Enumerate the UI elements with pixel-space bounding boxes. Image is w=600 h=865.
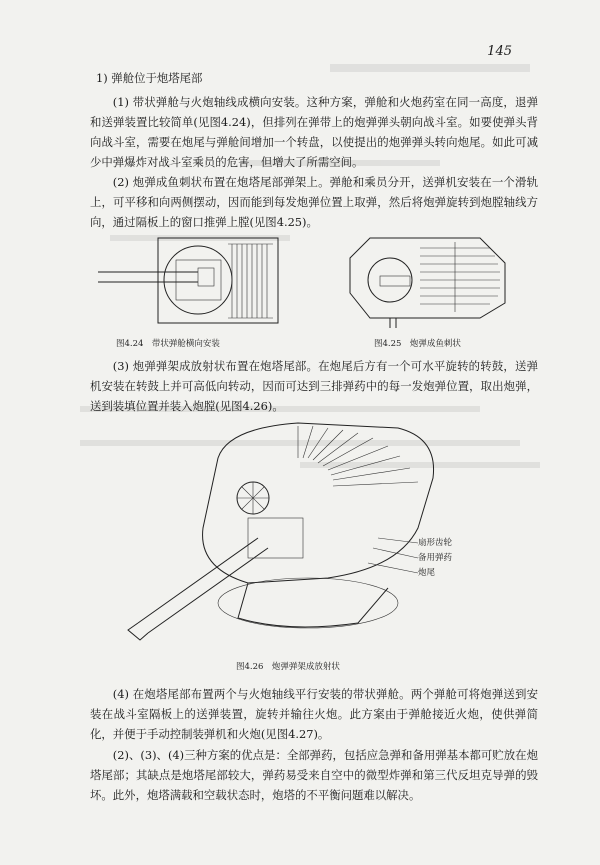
figure-4-24-drawing (98, 228, 288, 328)
paragraph-text: (2)、(3)、(4)三种方案的优点是：全部弹药，包括应急弹和备用弹基本都可贮放在炮塔尾部；其缺点是炮塔尾部较大，弹药易受来自空中的微型炸弹和第三代反坦克导弹的毁坏。此外，炮塔满载和空载状态时，炮塔的不平衡问题难以解决。 (90, 748, 538, 802)
paragraph-text: (3) 炮弹弹架成放射状布置在炮塔尾部。在炮尾后方有一个可水平旋转的转鼓，送弹机安装在转鼓上并可高低向转动，因而可达到三排弹药中的每一发炮弹位置，取出炮弹，送到装填位置并装入炮膛(见图4.26)。 (90, 359, 538, 413)
figure-4-26-caption: 图4.26 炮弹弹架成放射状 (236, 662, 340, 672)
paragraph-text: (2) 炮弹成鱼刺状布置在炮塔尾部弹架上。弹舱和乘员分开，送弹机安装在一个滑轨上，可平移和向两侧摆动，因而能到每发炮弹位置上取弹，然后将炮弹旋转到炮膛轴线方向，通过隔板上的窗口推弹上膛(见图4.25)。 (90, 175, 538, 229)
label-breech: 炮尾 (418, 568, 436, 578)
figure-4-25-drawing (350, 228, 520, 328)
figure-4-26-labels (418, 536, 452, 581)
paragraph-text: (1) 带状弹舱与火炮轴线成横向安装。这种方案，弹舱和火炮药室在同一高度，退弹和送弹装置比较简单(见图4.24)，但排列在弹带上的炮弹弹头朝向战斗室。如要使弹头背向战斗室，需要在炮尾与弹舱间增加一个转盘，以使提出的炮弹弹头转向炮尾。如此可减少中弹爆炸对战斗室乘员的危害，但增大了所需空间。 (90, 95, 538, 169)
paragraph-3 (90, 356, 538, 416)
page-number: 145 (487, 44, 512, 59)
paragraph-4 (90, 684, 538, 744)
paragraph-2 (90, 172, 538, 232)
figure-4-24-caption: 图4.24 带状弹舱横向安装 (116, 339, 220, 349)
paragraph-text: (4) 在炮塔尾部布置两个与火炮轴线平行安装的带状弹舱。两个弹舱可将炮弹送到安装在战斗室隔板上的送弹装置，旋转并输往火炮。此方案由于弹舱接近火炮，使供弹简化，并便于手动控制装弹机和火炮(见图4.27)。 (90, 687, 538, 741)
paragraph-5 (90, 745, 538, 805)
figure-4-26-drawing (128, 418, 458, 648)
label-sector-gear: 扇形齿轮 (418, 538, 453, 548)
label-spare-ammo: 备用弹药 (418, 553, 453, 563)
section-heading: 1) 弹舱位于炮塔尾部 (96, 71, 203, 85)
figure-4-25-caption: 图4.25 炮弹成鱼刺状 (374, 339, 461, 349)
paragraph-1 (90, 92, 538, 172)
